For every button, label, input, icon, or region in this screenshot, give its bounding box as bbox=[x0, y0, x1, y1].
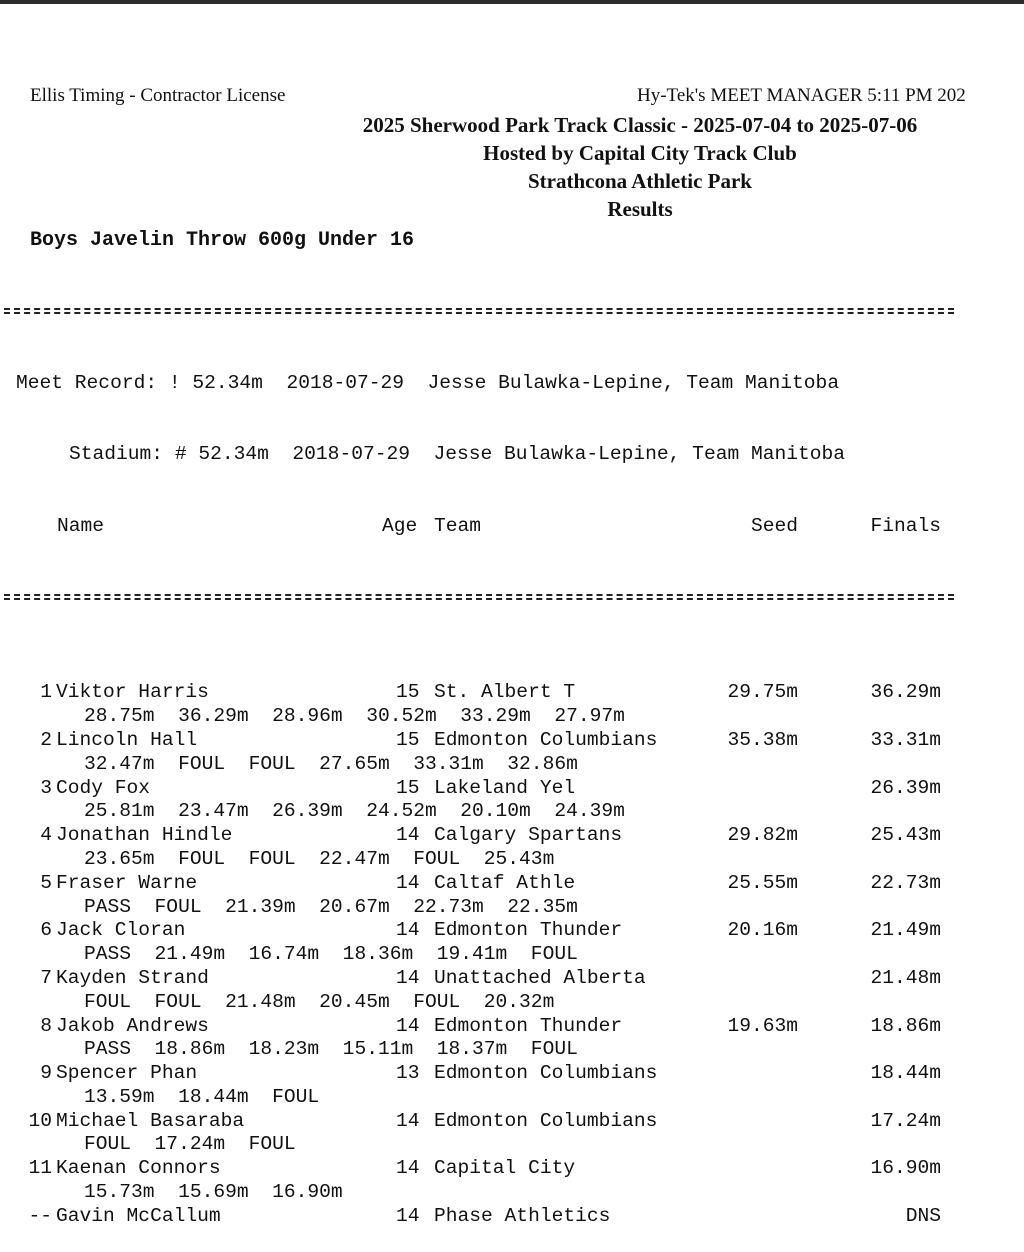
final-mark: 21.48m bbox=[870, 966, 941, 989]
result-place: 2 bbox=[40, 728, 52, 751]
athlete-team: Phase Athletics bbox=[434, 1204, 611, 1227]
seed-mark: 25.55m bbox=[727, 871, 798, 894]
result-row bbox=[0, 1205, 1024, 1229]
result-place: 9 bbox=[40, 1062, 52, 1085]
athlete-name: Gavin McCallum bbox=[56, 1204, 221, 1227]
attempts-row bbox=[0, 1038, 1024, 1062]
result-row bbox=[0, 729, 1024, 753]
athlete-age: 15 bbox=[396, 681, 420, 704]
attempt-marks: PASS 21.49m 16.74m 18.36m 19.41m FOUL bbox=[84, 943, 578, 966]
athlete-name: Cody Fox bbox=[56, 776, 151, 799]
meet-title: 2025 Sherwood Park Track Classic - 2025-07-04 to 2025-07-06 bbox=[362, 113, 918, 137]
athlete-team: Calgary Spartans bbox=[434, 824, 623, 847]
athlete-team: Edmonton Thunder bbox=[434, 919, 623, 942]
result-row bbox=[0, 1062, 1024, 1086]
final-mark: 36.29m bbox=[870, 681, 941, 704]
stadium-record: Stadium: # 52.34m 2018-07-29 Jesse Bulawka-Lepine, Team Manitoba bbox=[69, 443, 846, 466]
athlete-team: Capital City bbox=[434, 1157, 576, 1180]
athlete-age: 14 bbox=[396, 1204, 420, 1227]
athlete-age: 15 bbox=[396, 728, 420, 751]
results-listing bbox=[0, 253, 1024, 1252]
attempts-row bbox=[0, 848, 1024, 872]
result-row bbox=[0, 1110, 1024, 1134]
final-mark: 18.86m bbox=[870, 1014, 941, 1037]
athlete-name: Kayden Strand bbox=[56, 966, 209, 989]
attempts-row bbox=[0, 753, 1024, 777]
column-headers bbox=[0, 515, 1024, 539]
athlete-age: 14 bbox=[396, 919, 420, 942]
athlete-age: 14 bbox=[396, 966, 420, 989]
result-row bbox=[0, 777, 1024, 801]
result-place: -- bbox=[28, 1204, 52, 1227]
athlete-team: Edmonton Columbians bbox=[434, 1109, 658, 1132]
column-header-finals: Finals bbox=[870, 514, 941, 537]
athlete-age: 15 bbox=[396, 776, 420, 799]
attempts-row bbox=[0, 991, 1024, 1015]
result-place: 8 bbox=[40, 1014, 52, 1037]
athlete-age: 14 bbox=[396, 1157, 420, 1180]
result-row bbox=[0, 919, 1024, 943]
section-title: Results bbox=[607, 197, 673, 221]
attempt-marks: 25.81m 23.47m 26.39m 24.52m 20.10m 24.39m bbox=[84, 800, 625, 823]
athlete-team: Edmonton Thunder bbox=[434, 1014, 623, 1037]
athlete-name: Spencer Phan bbox=[56, 1062, 198, 1085]
athlete-name: Jack Cloran bbox=[56, 919, 186, 942]
result-place: 3 bbox=[40, 776, 52, 799]
athlete-team: Edmonton Columbians bbox=[434, 728, 658, 751]
final-mark: 18.44m bbox=[870, 1062, 941, 1085]
final-mark: 21.49m bbox=[870, 919, 941, 942]
result-place: 11 bbox=[28, 1157, 52, 1180]
athlete-age: 14 bbox=[396, 871, 420, 894]
column-header-name: Name bbox=[57, 514, 105, 537]
seed-mark: 19.63m bbox=[727, 1014, 798, 1037]
result-place: 10 bbox=[28, 1109, 52, 1132]
athlete-name: Michael Basaraba bbox=[56, 1109, 245, 1132]
meet-record: Meet Record: ! 52.34m 2018-07-29 Jesse Bulawka-Lepine, Team Manitoba bbox=[16, 371, 840, 394]
result-place: 7 bbox=[40, 966, 52, 989]
stadium-record-line bbox=[0, 443, 1024, 467]
result-place: 5 bbox=[40, 871, 52, 894]
attempts-row bbox=[0, 896, 1024, 920]
final-mark: 17.24m bbox=[870, 1109, 941, 1132]
athlete-name: Jakob Andrews bbox=[56, 1014, 209, 1037]
athlete-name: Viktor Harris bbox=[56, 681, 209, 704]
attempts-row bbox=[0, 1086, 1024, 1110]
athlete-age: 13 bbox=[396, 1062, 420, 1085]
final-mark: 26.39m bbox=[870, 776, 941, 799]
attempts-row bbox=[0, 705, 1024, 729]
result-row bbox=[0, 824, 1024, 848]
results-rows bbox=[0, 681, 1024, 1228]
attempt-marks: 23.65m FOUL FOUL 22.47m FOUL 25.43m bbox=[84, 847, 555, 870]
seed-mark: 20.16m bbox=[727, 919, 798, 942]
final-mark: 25.43m bbox=[870, 824, 941, 847]
separator-header bbox=[0, 586, 1024, 610]
attempts-row bbox=[0, 1181, 1024, 1205]
athlete-name: Lincoln Hall bbox=[56, 728, 198, 751]
attempt-marks: PASS FOUL 21.39m 20.67m 22.73m 22.35m bbox=[84, 895, 578, 918]
final-mark: DNS bbox=[905, 1204, 941, 1227]
attempt-marks: 13.59m 18.44m FOUL bbox=[84, 1085, 320, 1108]
result-place: 6 bbox=[40, 919, 52, 942]
result-row bbox=[0, 967, 1024, 991]
athlete-team: Unattached Alberta bbox=[434, 966, 646, 989]
seed-mark: 29.75m bbox=[727, 681, 798, 704]
athlete-team: Lakeland Yel bbox=[434, 776, 576, 799]
athlete-age: 14 bbox=[396, 824, 420, 847]
attempt-marks: FOUL 17.24m FOUL bbox=[84, 1133, 296, 1156]
attempts-row bbox=[0, 1133, 1024, 1157]
meet-record-line bbox=[0, 372, 1024, 396]
athlete-name: Kaenan Connors bbox=[56, 1157, 221, 1180]
athlete-name: Fraser Warne bbox=[56, 871, 198, 894]
athlete-name: Jonathan Hindle bbox=[56, 824, 233, 847]
result-row bbox=[0, 1157, 1024, 1181]
software-stamp: Hy-Tek's MEET MANAGER 5:11 PM 202 bbox=[637, 85, 966, 106]
seed-mark: 35.38m bbox=[727, 728, 798, 751]
final-mark: 22.73m bbox=[870, 871, 941, 894]
meet-venue: Strathcona Athletic Park bbox=[528, 169, 752, 193]
result-row bbox=[0, 681, 1024, 705]
seed-mark: 29.82m bbox=[727, 824, 798, 847]
attempts-row bbox=[0, 800, 1024, 824]
result-place: 1 bbox=[40, 681, 52, 704]
athlete-team: Edmonton Columbians bbox=[434, 1062, 658, 1085]
column-header-seed: Seed bbox=[750, 514, 798, 537]
attempt-marks: PASS 18.86m 18.23m 15.11m 18.37m FOUL bbox=[84, 1038, 578, 1061]
athlete-age: 14 bbox=[396, 1109, 420, 1132]
attempt-marks: 15.73m 15.69m 16.90m bbox=[84, 1181, 343, 1204]
result-row bbox=[0, 872, 1024, 896]
attempt-marks: 32.47m FOUL FOUL 27.65m 33.31m 32.86m bbox=[84, 752, 578, 775]
column-header-age: Age bbox=[382, 514, 418, 537]
attempts-row bbox=[0, 943, 1024, 967]
top-edge-bar bbox=[0, 0, 1024, 4]
event-title: Boys Javelin Throw 600g Under 16 bbox=[30, 229, 415, 252]
athlete-team: Caltaf Athle bbox=[434, 871, 576, 894]
separator-top bbox=[0, 301, 1024, 325]
meet-header bbox=[270, 111, 1010, 223]
license-label: Ellis Timing - Contractor License bbox=[30, 85, 286, 106]
final-mark: 33.31m bbox=[870, 728, 941, 751]
attempt-marks: FOUL FOUL 21.48m 20.45m FOUL 20.32m bbox=[84, 990, 555, 1013]
athlete-team: St. Albert T bbox=[434, 681, 576, 704]
attempt-marks: 28.75m 36.29m 28.96m 30.52m 33.29m 27.97m bbox=[84, 705, 625, 728]
meet-host: Hosted by Capital City Track Club bbox=[483, 141, 797, 165]
result-row bbox=[0, 1015, 1024, 1039]
athlete-age: 14 bbox=[396, 1014, 420, 1037]
column-header-team: Team bbox=[434, 514, 482, 537]
final-mark: 16.90m bbox=[870, 1157, 941, 1180]
result-place: 4 bbox=[40, 824, 52, 847]
